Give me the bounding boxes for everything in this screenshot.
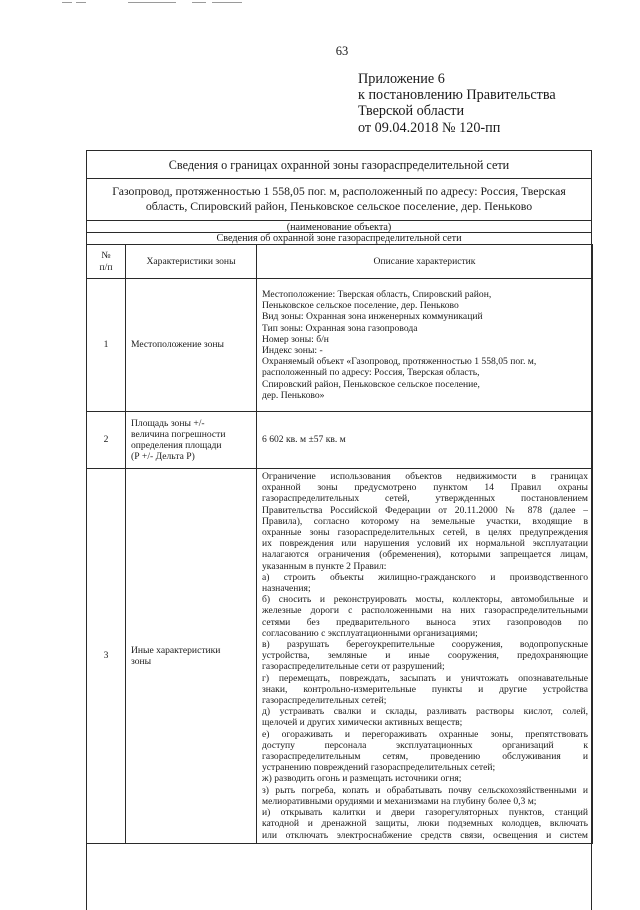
row-characteristic xyxy=(126,412,257,469)
description-line: железные дороги с расположенными на них газораспределительными xyxy=(262,605,588,617)
description-line: Правила), согласно которому на земельные участки, входящие в xyxy=(262,515,588,527)
document-title: Сведения о границах охранной зоны газораспределительной сети xyxy=(87,151,591,179)
characteristic-line: Местоположение зоны xyxy=(131,339,224,351)
description-line: 6 602 кв. м ±57 кв. м xyxy=(262,434,346,446)
description-line: мелиоративными орудиями и механизмами на глубину более 0,3 м; xyxy=(262,795,537,807)
object-name-line: Газопровод, протяженностью 1 558,05 пог. м, расположенный по адресу: Россия, Тверская xyxy=(112,184,566,198)
row-characteristic xyxy=(126,279,257,412)
description-line: б) сносить и реконструировать мосты, коллекторы, автомобильные и xyxy=(262,594,588,606)
appendix-line: к постановлению Правительства xyxy=(358,87,556,104)
description-line: указанным в пункте 2 Правил: xyxy=(262,560,387,572)
description-line: з) рыть погреба, копать и обрабатывать почву сельскохозяйственными и xyxy=(262,784,588,796)
description-line: охранные зоны газораспределительных сетей, в целях предупреждения xyxy=(262,527,588,539)
description-line: Охраняемый объект «Газопровод, протяженностью 1 558,05 пог. м, xyxy=(262,356,537,368)
characteristic-line: (Р +/- Дельта Р) xyxy=(131,451,195,463)
header-num-line: п/п xyxy=(99,261,113,273)
description-line: газораспределительным сетям, проведению обслуживания и xyxy=(262,751,588,763)
table-row xyxy=(87,412,593,469)
description-line: и) открывать калитки и двери газорегуляторных пунктов, станций xyxy=(262,807,588,819)
description-line: Вид зоны: Охранная зона инженерных коммуникаций xyxy=(262,311,483,323)
row-number: 1 xyxy=(87,279,126,412)
description-line: газораспределительных сетей, утвержденных постановлением xyxy=(262,493,588,505)
table-row xyxy=(87,469,593,844)
characteristic-line: зоны xyxy=(131,655,152,667)
description-line: Спировский район, Пеньковское сельское поселение, xyxy=(262,378,480,390)
description-line: устройства, земляные и иные сооружения, предохраняющие xyxy=(262,650,588,662)
description-line: газораспределительные сети от разрушений; xyxy=(262,661,445,673)
description-line: или отключать электроснабжение средств связи, освещения и систем xyxy=(262,829,588,841)
table-row xyxy=(87,279,593,412)
appendix-line: Приложение 6 xyxy=(358,71,445,87)
row-description xyxy=(257,469,593,844)
description-line: сетями без предварительного выноса этих газопроводов по xyxy=(262,616,588,628)
appendix-block xyxy=(358,71,618,136)
header-num-line: № xyxy=(101,250,111,262)
characteristic-line: определения площади xyxy=(131,440,222,451)
row-description xyxy=(257,412,593,469)
table-header-row xyxy=(87,245,593,279)
characteristic-line: Иные характеристики xyxy=(131,644,221,656)
document-frame xyxy=(86,150,592,910)
description-line: доступу персонала эксплуатационных организаций к xyxy=(262,739,588,751)
description-line: Пеньковское сельское поселение, дер. Пеньково xyxy=(262,300,459,312)
description-line: охранной зоны предусмотрено пунктом 14 Правил охраны xyxy=(262,482,588,494)
page-number: 63 xyxy=(335,44,349,58)
section-title: Сведения об охранной зоне газораспределительной сети xyxy=(87,233,591,245)
header-characteristic: Характеристики зоны xyxy=(126,245,257,279)
object-name-line: область, Спировский район, Пеньковское сельское поселение, дер. Пеньково xyxy=(145,199,533,213)
description-line: Правительства Российской Федерации от 20.11.2000 № 878 (далее – xyxy=(262,504,588,516)
object-name xyxy=(87,184,591,214)
description-line: расположенный по адресу: Россия, Тверская область, xyxy=(262,367,480,379)
description-line: Индекс зоны: - xyxy=(262,345,323,356)
description-line: согласованию с эксплуатационными организациями; xyxy=(262,627,478,639)
description-line: в) разрушать берегоукрепительные сооружения, водопропускные xyxy=(262,639,588,651)
description-line: д) устраивать свалки и склады, разливать растворы кислот, солей, xyxy=(262,706,588,718)
row-description xyxy=(257,279,593,412)
object-caption: (наименование объекта) xyxy=(87,220,591,233)
header-num xyxy=(87,245,126,279)
description-line: катодной и дренажной защиты, люки подземных колодцев, включать xyxy=(262,818,588,830)
row-number: 2 xyxy=(87,412,126,469)
description-line: знаки, контрольно-измерительные пункты и другие устройства xyxy=(262,683,588,695)
appendix-line: Тверской области xyxy=(358,103,465,120)
description-line: Тип зоны: Охранная зона газопровода xyxy=(262,322,418,334)
description-line: их повреждения или нарушения условий их нормальной эксплуатации xyxy=(262,538,588,550)
characteristic-line: Площадь зоны +/- xyxy=(131,417,205,429)
scan-top-marks xyxy=(62,2,262,6)
zone-table xyxy=(86,244,593,844)
description-line: г) перемещать, повреждать, засыпать и уничтожать опознавательные xyxy=(262,672,588,684)
header-description: Описание характеристик xyxy=(257,245,593,279)
description-line: Местоположение: Тверская область, Спировский район, xyxy=(262,288,492,300)
description-line: а) строить объекты жилищно-гражданского и производственного xyxy=(262,571,588,583)
description-line: налагаются ограничения (обременения), которыми запрещается лицам, xyxy=(262,549,588,561)
description-line: газораспределительных сетей; xyxy=(262,695,387,707)
appendix-line: от 09.04.2018 № 120-пп xyxy=(358,119,501,136)
characteristic-line: величина погрешности xyxy=(131,428,226,440)
description-line: е) огораживать и перегораживать охранные зоны, препятствовать xyxy=(262,728,588,740)
description-line: ж) разводить огонь и размещать источники огня; xyxy=(262,773,462,785)
row-number: 3 xyxy=(87,469,126,844)
description-line: Номер зоны: б/н xyxy=(262,333,329,345)
description-line: устранению повреждений газораспределительных сетей; xyxy=(262,762,496,774)
description-line: Ограничение использования объектов недвижимости в границах xyxy=(262,471,588,482)
description-line: дер. Пеньково» xyxy=(262,389,325,401)
description-line: назначения; xyxy=(262,583,311,595)
description-line: щелочей и других химически активных веществ; xyxy=(262,717,463,729)
row-characteristic xyxy=(126,469,257,844)
